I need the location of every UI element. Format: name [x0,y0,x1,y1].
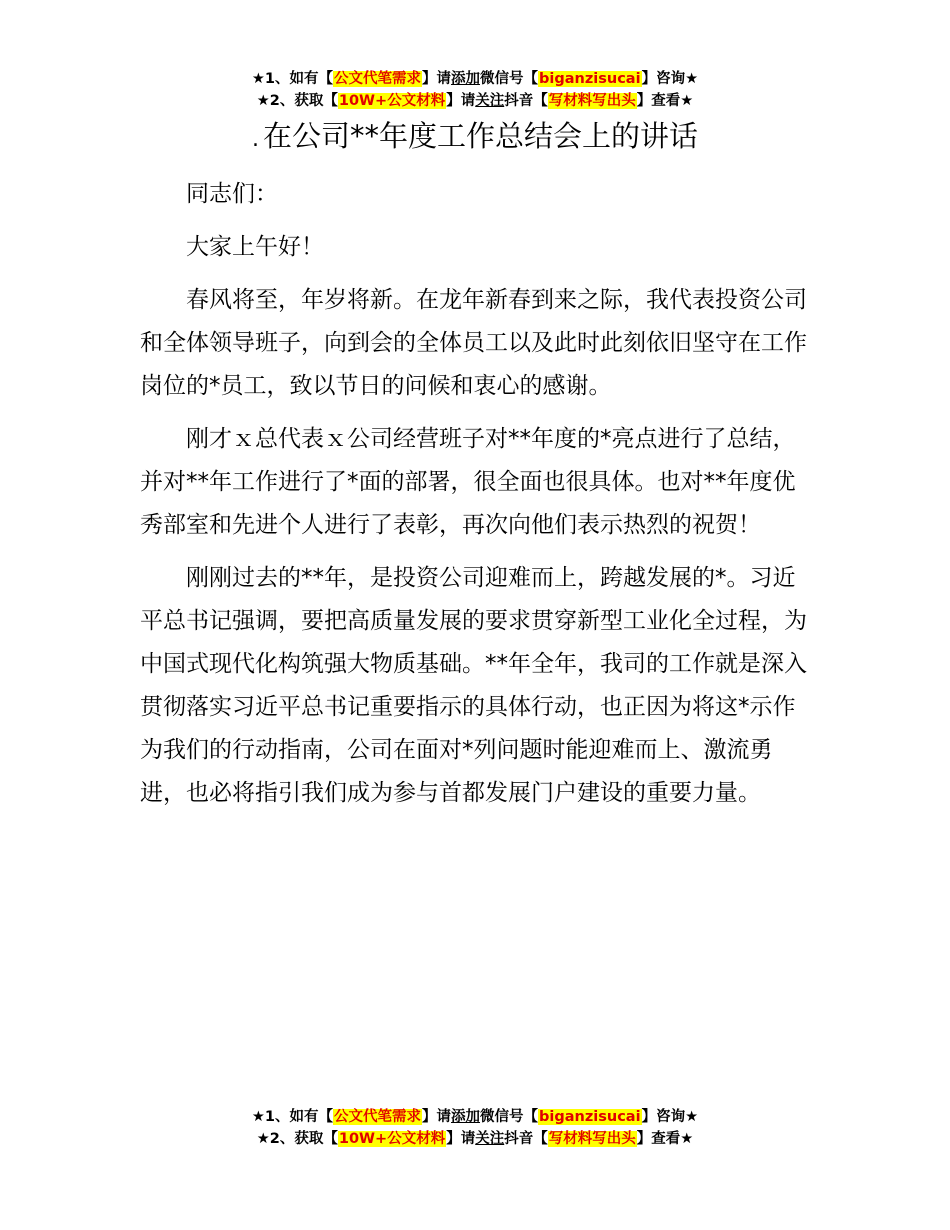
banner-text: 】查看★ [636,1131,694,1147]
title-dot: . [251,127,259,152]
banner-line-1 [0,1106,950,1128]
highlight-service: 公文代笔需求 [334,1109,422,1125]
banner-text-underlined: 添加 [451,1109,481,1125]
banner-text-underlined: 关注 [475,93,505,109]
highlight-douyin-account: 写材料写出头 [548,93,636,109]
document-body [140,173,812,825]
highlight-materials: 10W+公文材料 [338,1131,446,1147]
highlight-wechat-id: biganzisucai [539,1109,641,1125]
banner-line-1 [0,68,950,90]
banner-text: 抖音【 [504,1131,548,1147]
banner-line-2 [0,1128,950,1150]
banner-text: 】咨询★ [641,71,699,87]
banner-text-underlined: 添加 [451,71,481,87]
document-title [0,116,950,160]
banner-text: ★1、如有【 [251,1109,334,1125]
banner-text: 】咨询★ [641,1109,699,1125]
banner-text: 】查看★ [636,93,694,109]
banner-text: 】请 [446,93,476,109]
banner-text: 】请 [446,1131,476,1147]
paragraph: 刚才ｘ总代表ｘ公司经营班子对**年度的*亮点进行了总结，并对**年工作进行了*面的部署，很全面也很具体。也对**年度优秀部室和先进个人进行了表彰，再次向他们表示热烈的祝贺！ [140,426,796,538]
banner-text: 】请 [422,1109,452,1125]
paragraph: 春风将至，年岁将新。在龙年新春到来之际，我代表投资公司和全体领导班子，向到会的全体员工以及此时此刻依旧坚守在工作岗位的*员工，致以节日的问候和衷心的感谢。 [140,287,807,399]
footer-banner [0,1106,950,1150]
banner-text: 抖音【 [504,93,548,109]
banner-text: 】请 [422,71,452,87]
banner-text-underlined: 关注 [475,1131,505,1147]
header-banner [0,68,950,112]
banner-text: ★2、获取【 [256,1131,338,1147]
banner-text: 微信号【 [480,1109,539,1125]
salutation: 同志们： [186,181,278,207]
title-text: 在公司**年度工作总结会上的讲话 [262,119,698,153]
greeting: 大家上午好！ [186,234,324,260]
highlight-douyin-account: 写材料写出头 [548,1131,636,1147]
banner-text: ★2、获取【 [256,93,338,109]
paragraph: 刚刚过去的**年，是投资公司迎难而上，跨越发展的*。习近平总书记强调，要把高质量发展的要求贯穿新型工业化全过程，为中国式现代化构筑强大物质基础。**年全年，我司的工作就是深入贯彻落实习近平总书记重要指示的具体行动，也正因为将这*示作为我们的行动指南，公司在面对*列问题时能迎难而上、激流勇进，也必将指引我们成为参与首都发展门户建设的重要力量。 [140,565,807,806]
banner-text: ★1、如有【 [251,71,334,87]
highlight-materials: 10W+公文材料 [338,93,446,109]
banner-text: 微信号【 [480,71,539,87]
banner-line-2 [0,90,950,112]
highlight-service: 公文代笔需求 [334,71,422,87]
highlight-wechat-id: biganzisucai [539,71,641,87]
